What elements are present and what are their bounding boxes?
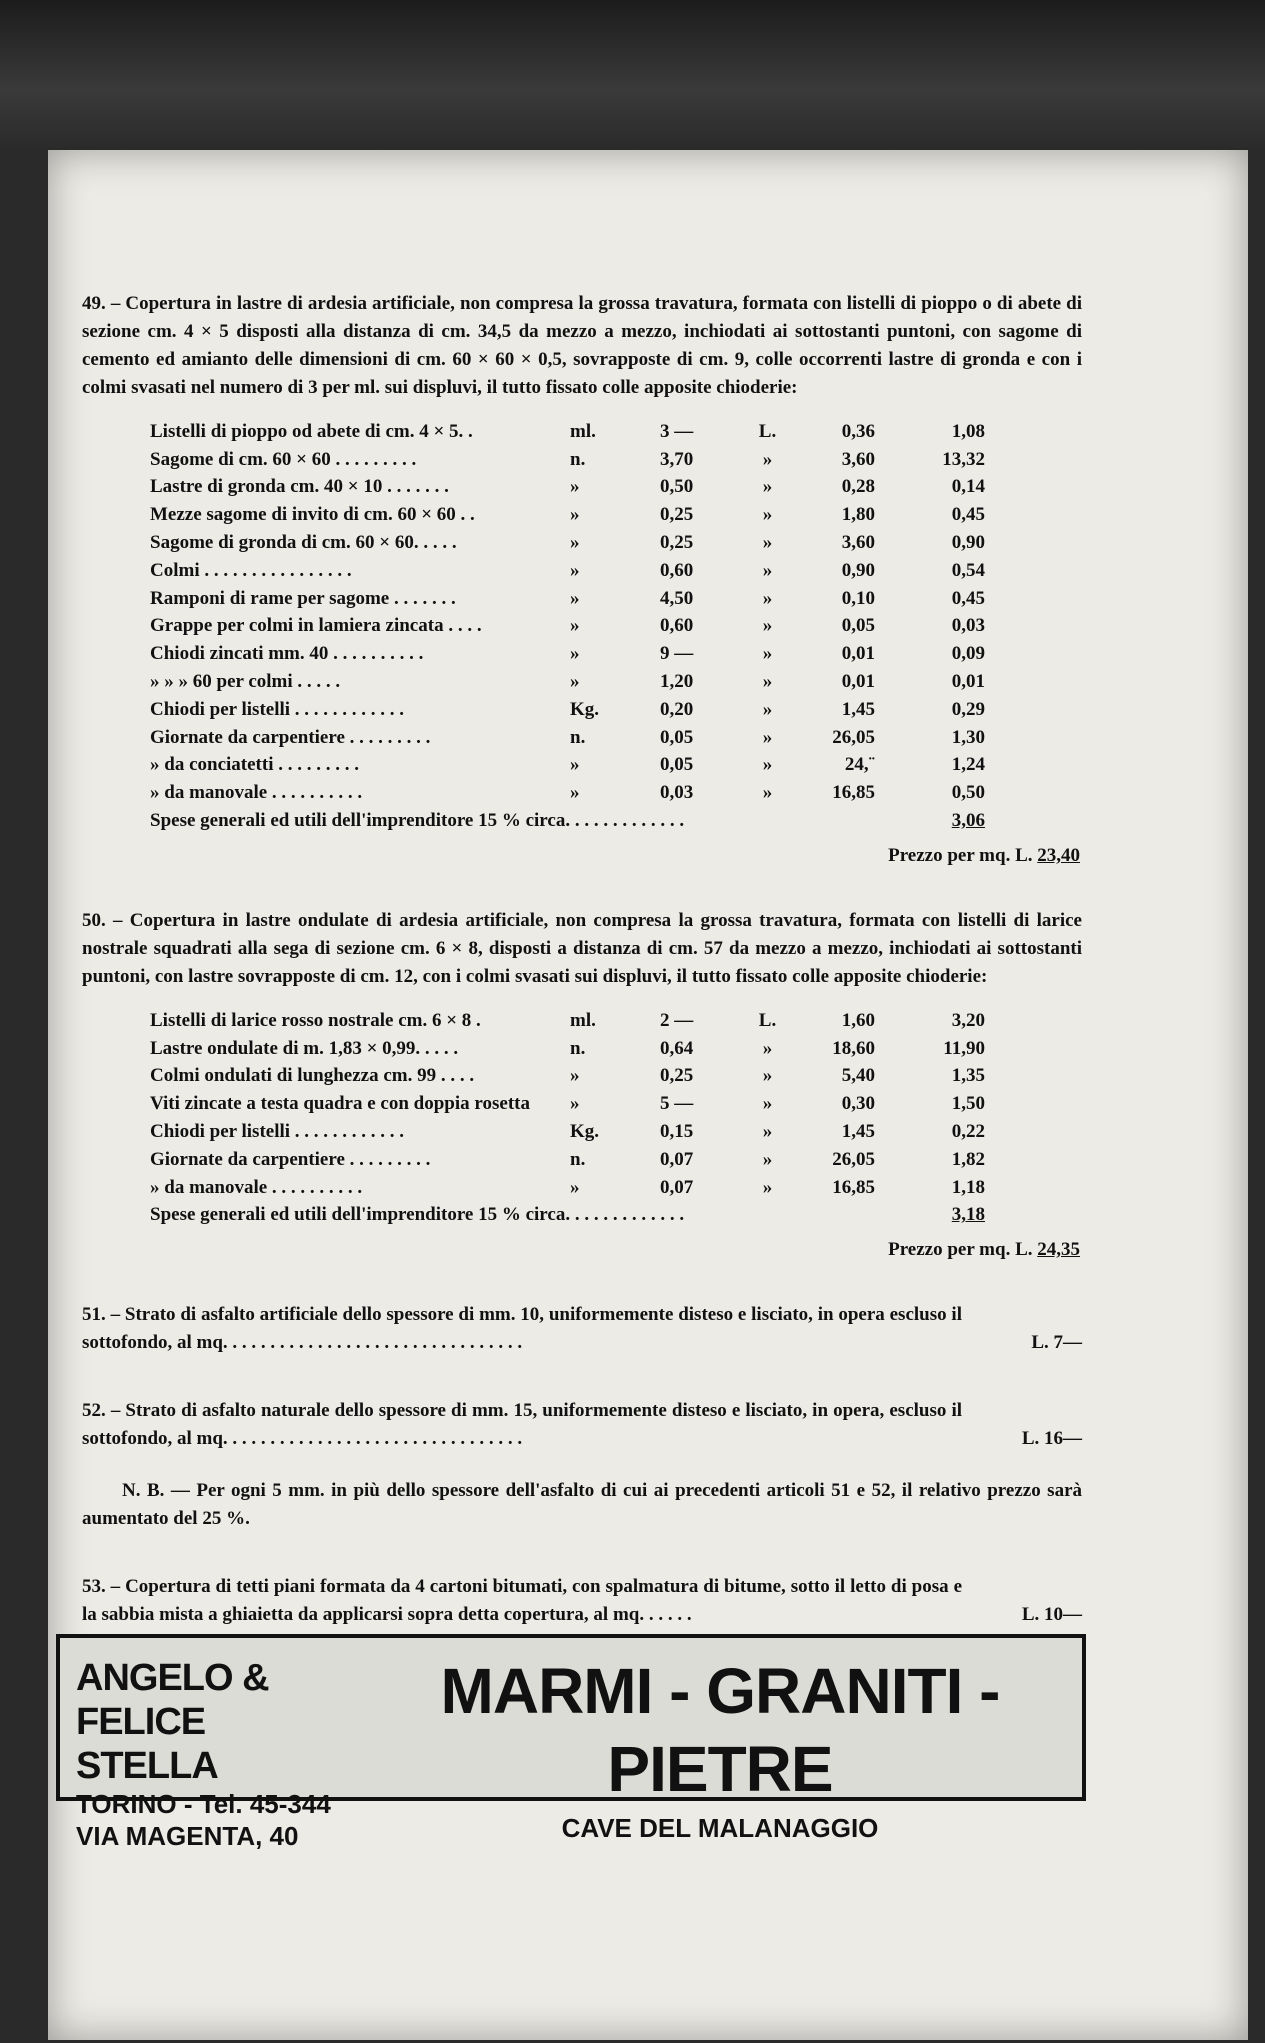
unit-price: 0,90 [841,559,875,581]
item-52 [82,1397,1082,1453]
unit: » [570,1176,580,1198]
table-row [150,779,985,807]
unit-price: 5,40 [841,1065,875,1087]
unit: n. [570,1148,586,1170]
quantity: 3 — [660,420,694,442]
item-description: Chiodi per listelli . . . . . . . . . . . . [150,698,405,720]
currency: » [762,754,773,776]
item-53-price: L. 10— [1021,1604,1082,1626]
item-description: Sagome di cm. 60 × 60 . . . . . . . . . [150,448,417,470]
amount: 0,03 [951,615,985,637]
quantity: 0,05 [660,726,694,748]
currency: » [762,1121,773,1143]
total-label: Prezzo per mq. L. [888,1239,1033,1261]
amount: 1,30 [951,726,985,748]
item-description: Chiodi per listelli . . . . . . . . . . . . [150,1121,405,1143]
unit-price: 26,05 [832,1148,875,1170]
amount: 0,14 [951,476,985,498]
quantity: 0,60 [660,615,694,637]
advertisement-subline: CAVE DEL MALANAGGIO [561,1813,879,1843]
currency: » [762,782,773,804]
amount: 0,29 [951,698,985,720]
table-row [150,1146,985,1174]
quantity: 0,15 [660,1121,694,1143]
item-50-total [82,1239,1080,1261]
unit: Kg. [570,698,600,720]
unit-price: 16,85 [832,1176,875,1198]
quantity: 0,05 [660,754,694,776]
item-49-total [82,845,1080,867]
amount: 0,22 [951,1121,985,1143]
item-49-description: 49. – Copertura in lastre di ardesia artificiale, non compresa la grossa travatura, formata con listelli di pioppo o di abete di sezione cm. 4 × 5 disposti alla distanza di cm. 34,5 da mezzo a mezzo, inchiodati ai sottostanti puntoni, con sagome di cemento ed amianto delle dimensioni di cm. 60 × 60 × 0,5, sovrapposte di cm. 9, colle occorrenti lastre di gronda e con i colmi svasati nel numero di 3 per ml. sui displuvi, il tutto fissato colle apposite chioderie: [82,293,1082,398]
item-51-description: 51. – Strato di asfalto artificiale dello spessore di mm. 10, uniformemente disteso e lisciato, in opera escluso il sottofondo, al mq. . . . . . . . . . . . . . . . . . . . . . . . . . . . . . . . [82,1304,962,1354]
advertisement-headline-block [360,1652,1080,1848]
unit: » [570,587,580,609]
unit: » [570,615,580,637]
table-row [150,446,985,474]
unit: » [570,1065,580,1087]
advertiser-street: VIA MAGENTA, 40 [76,1821,299,1851]
amount: 0,54 [951,559,985,581]
overhead-row [150,807,985,835]
table-row [150,529,985,557]
item-description: Grappe per colmi in lamiera zincata . . . . [150,615,482,637]
table-row [150,1007,985,1035]
unit-price: 0,30 [841,1093,875,1115]
unit: » [570,476,580,498]
quantity: 0,60 [660,559,694,581]
unit: » [570,1093,580,1115]
amount: 1,35 [951,1065,985,1087]
unit: » [570,532,580,554]
unit: ml. [570,420,596,442]
currency: » [762,671,773,693]
currency: » [762,1037,773,1059]
table-row [150,585,985,613]
overhead-amount: 3,06 [951,810,985,832]
table-row [150,752,985,780]
unit: n. [570,448,586,470]
overhead-label: Spese generali ed utili dell'imprenditore 15 % circa. . . . . . . . . . . . . [150,810,685,832]
item-description: Lastre di gronda cm. 40 × 10 . . . . . . . [150,476,449,498]
quantity: 5 — [660,1093,694,1115]
currency: » [762,532,773,554]
quantity: 0,25 [660,504,694,526]
table-row [150,640,985,668]
item-description: » da manovale . . . . . . . . . . [150,1176,363,1198]
unit-price: 1,45 [841,1121,875,1143]
amount: 13,32 [942,448,985,470]
item-description: Ramponi di rame per sagome . . . . . . . [150,587,456,609]
item-description: Lastre ondulate di m. 1,83 × 0,99. . . . . [150,1037,459,1059]
advertisement-box [56,1634,1086,1851]
item-description: Chiodi zincati mm. 40 . . . . . . . . . . [150,643,424,665]
amount: 1,24 [951,754,985,776]
table-row [150,501,985,529]
quantity: 0,07 [660,1148,694,1170]
unit-price: 0,36 [841,420,875,442]
unit-price: 16,85 [832,782,875,804]
amount: 0,45 [951,587,985,609]
quantity: 0,25 [660,1065,694,1087]
item-description: Mezze sagome di invito di cm. 60 × 60 . . [150,504,475,526]
unit-price: 1,80 [841,504,875,526]
item-53 [82,1573,1082,1629]
currency: » [762,476,773,498]
item-description: Listelli di larice rosso nostrale cm. 6 × 8 . [150,1009,481,1031]
unit: n. [570,1037,586,1059]
quantity: 0,03 [660,782,694,804]
quantity: 0,64 [660,1037,694,1059]
item-description: Giornate da carpentiere . . . . . . . . . [150,1148,431,1170]
table-row [150,418,985,446]
item-49-table [150,418,985,835]
total-amount: 23,40 [1037,844,1080,866]
unit-price: 3,60 [841,532,875,554]
item-description: » » » 60 per colmi . . . . . [150,671,341,693]
unit: » [570,782,580,804]
item-description: » da manovale . . . . . . . . . . [150,782,363,804]
item-50-table [150,1007,985,1229]
total-label: Prezzo per mq. L. [888,844,1033,866]
currency: » [762,1093,773,1115]
item-description: Viti zincate a testa quadra e con doppia rosetta [150,1093,530,1115]
scan-background [0,0,1265,150]
currency: » [762,1065,773,1087]
item-50-description: 50. – Copertura in lastre ondulate di ardesia artificiale, non compresa la grossa travatura, formata con listelli di larice nostrale squadrati alla sega di sezione cm. 6 × 8, disposti a distanza di cm. 57 da mezzo a mezzo, inchiodati ai sottostanti puntoni, con lastre sovrapposte di cm. 12, con i colmi svasati sui displuvi, il tutto fissato colle apposite chioderie: [82,909,1082,987]
amount: 0,09 [951,643,985,665]
amount: 0,90 [951,532,985,554]
advertiser-block [76,1656,336,1852]
quantity: 0,25 [660,532,694,554]
overhead-row [150,1202,985,1230]
amount: 1,18 [951,1176,985,1198]
unit-price: 1,45 [841,698,875,720]
currency: » [762,559,773,581]
total-amount: 24,35 [1037,1239,1080,1261]
quantity: 0,50 [660,476,694,498]
currency: » [762,1176,773,1198]
unit-price: 24,¨ [844,754,875,776]
currency: » [762,1148,773,1170]
quantity: 2 — [660,1009,694,1031]
item-52-price: L. 16— [1021,1428,1082,1450]
item-description: » da conciatetti . . . . . . . . . [150,754,359,776]
unit: ml. [570,1009,596,1031]
table-row [150,1035,985,1063]
overhead-label: Spese generali ed utili dell'imprenditore 15 % circa. . . . . . . . . . . . . [150,1204,685,1226]
item-description: Colmi . . . . . . . . . . . . . . . . [150,559,352,581]
currency: » [762,615,773,637]
item-53-description: 53. – Copertura di tetti piani formata da 4 cartoni bitumati, con spalmatura di bitume, sotto il letto di posa e la sabbia mista a ghiaietta da applicarsi sopra detta copertura, al mq. . . . . . [82,1576,962,1626]
quantity: 1,20 [660,671,694,693]
item-52-description: 52. – Strato di asfalto naturale dello spessore di mm. 15, uniformemente disteso e lisciato, in opera, escluso il sottofondo, al mq. . . . . . . . . . . . . . . . . . . . . . . . . . . . . . . . [82,1400,962,1450]
unit-price: 3,60 [841,448,875,470]
amount: 1,82 [951,1148,985,1170]
currency: » [762,643,773,665]
table-row [150,1118,985,1146]
quantity: 4,50 [660,587,694,609]
currency: » [762,698,773,720]
advertisement-headline: MARMI - GRANITI - PIETRE [440,1655,1000,1805]
table-row [150,474,985,502]
item-description: Colmi ondulati di lunghezza cm. 99 . . . . [150,1065,475,1087]
table-row [150,1174,985,1202]
item-description: Giornate da carpentiere . . . . . . . . . [150,726,431,748]
unit: » [570,671,580,693]
currency: » [762,504,773,526]
unit: » [570,643,580,665]
item-51-price: L. 7— [1031,1332,1082,1354]
quantity: 0,07 [660,1176,694,1198]
document-page [48,150,1248,2040]
table-row [150,724,985,752]
unit-price: 0,01 [841,643,875,665]
amount: 0,01 [951,671,985,693]
unit-price: 0,28 [841,476,875,498]
table-row [150,1063,985,1091]
unit-price: 18,60 [832,1037,875,1059]
table-row [150,1090,985,1118]
unit: Kg. [570,1121,600,1143]
note-nb: N. B. — Per ogni 5 mm. in più dello spessore dell'asfalto di cui ai precedenti articoli 51 e 52, il relativo prezzo sarà aumentato del 25 %. [82,1480,1082,1530]
currency: » [762,587,773,609]
amount: 3,20 [951,1009,985,1031]
unit-price: 26,05 [832,726,875,748]
item-description: Sagome di gronda di cm. 60 × 60. . . . . [150,532,457,554]
page-content [82,290,1082,1629]
amount: 1,50 [951,1093,985,1115]
item-51 [82,1301,1082,1357]
currency: » [762,448,773,470]
quantity: 0,20 [660,698,694,720]
quantity: 9 — [660,643,694,665]
overhead-amount: 3,18 [951,1204,985,1226]
advertiser-city: TORINO - Tel. 45-344 [76,1789,331,1819]
unit-price: 0,01 [841,671,875,693]
unit: » [570,754,580,776]
item-description: Listelli di pioppo od abete di cm. 4 × 5. . [150,420,473,442]
advertiser-name: ANGELO & FELICE STELLA [76,1657,269,1787]
currency: L. [758,420,777,442]
unit-price: 1,60 [841,1009,875,1031]
amount: 1,08 [951,420,985,442]
currency: » [762,726,773,748]
quantity: 3,70 [660,448,694,470]
amount: 11,90 [943,1037,985,1059]
table-row [150,557,985,585]
amount: 0,45 [951,504,985,526]
currency: L. [758,1009,777,1031]
unit-price: 0,10 [841,587,875,609]
table-row [150,696,985,724]
table-row [150,613,985,641]
unit: » [570,504,580,526]
unit-price: 0,05 [841,615,875,637]
unit: » [570,559,580,581]
amount: 0,50 [951,782,985,804]
unit: n. [570,726,586,748]
table-row [150,668,985,696]
